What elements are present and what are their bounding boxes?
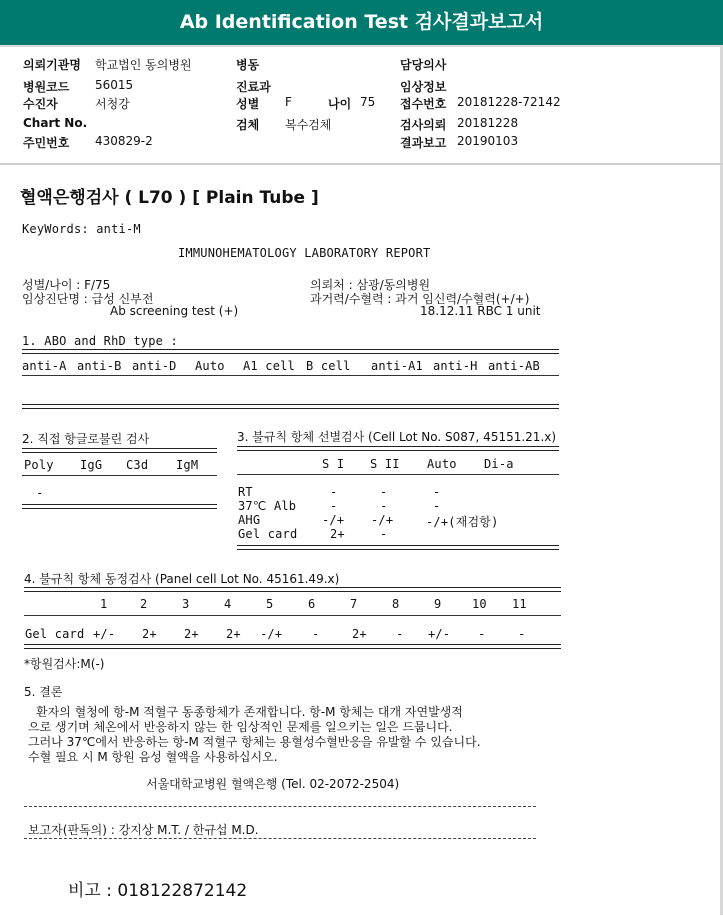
s3-col-dia: Di-a — [484, 457, 514, 471]
s3-row-rt-auto: - — [433, 485, 441, 499]
s4-col-10: 10 — [472, 597, 487, 611]
s1-col-anti-a1: anti-A1 — [371, 359, 423, 373]
s1-col-anti-h: anti-H — [433, 359, 478, 373]
history: 과거력/수혈력 : 과거 임신력/수혈력(+/+) — [310, 292, 530, 306]
section5-title: 5. 결론 — [24, 685, 63, 699]
report-title: IMMUNOHEMATOLOGY LABORATORY REPORT — [178, 246, 431, 260]
label-doctor: 담당의사 — [400, 58, 447, 72]
s3-row-ahg-s2: -/+ — [371, 513, 394, 527]
value-sex: F — [285, 95, 292, 109]
s4-val-3: 2+ — [184, 627, 199, 641]
section1-rule-mid — [22, 375, 559, 376]
keywords: KeyWords: anti-M — [22, 222, 141, 236]
conclusion-line-4: 수혈 필요 시 M 항원 음성 혈액을 사용하십시오. — [28, 750, 278, 764]
s3-col-auto: Auto — [427, 457, 457, 471]
s3-row-ahg-label: AHG — [238, 513, 261, 527]
s3-col-s2: S II — [370, 457, 400, 471]
s4-val-6: - — [312, 627, 320, 641]
doc-heading: 혈액은행검사 ( L70 ) [ Plain Tube ] — [20, 188, 319, 208]
s4-col-2: 2 — [140, 597, 148, 611]
s1-col-anti-a: anti-A — [22, 359, 67, 373]
s2-col-igm: IgM — [176, 458, 199, 472]
section4-rule-bottom — [24, 644, 561, 649]
section2-rule-mid — [22, 475, 217, 476]
label-patient: 수진자 — [23, 97, 58, 111]
value-hospital-code: 56015 — [95, 78, 134, 92]
header-divider — [0, 163, 723, 165]
s3-col-s1: S I — [322, 457, 345, 471]
s4-val-5: -/+ — [260, 627, 283, 641]
section1-title: 1. ABO and RhD type : — [22, 334, 178, 348]
s3-row-ahg-s1: -/+ — [322, 513, 345, 527]
s4-col-3: 3 — [182, 597, 190, 611]
s4-row-label: Gel card — [25, 627, 85, 641]
section2-title: 2. 직접 항글로불린 검사 — [22, 432, 150, 446]
s2-col-igg: IgG — [80, 458, 103, 472]
s4-col-1: 1 — [100, 597, 108, 611]
s3-row-alb-auto: - — [433, 499, 441, 513]
s4-col-5: 5 — [266, 597, 274, 611]
s1-col-anti-d: anti-D — [132, 359, 177, 373]
label-specimen: 검체 — [236, 118, 260, 132]
section3-rule-mid — [237, 474, 559, 475]
value-receipt-no: 20181228-72142 — [457, 95, 561, 109]
hospital-contact: 서울대학교병원 혈액은행 (Tel. 02-2072-2504) — [146, 777, 400, 791]
s1-col-a1-cell: A1 cell — [243, 359, 295, 373]
section3-rule-top — [237, 446, 559, 451]
value-specimen: 복수검체 — [285, 118, 332, 132]
label-hospital-code: 병원코드 — [23, 80, 70, 94]
value-institution: 학교법인 동의병원 — [95, 58, 192, 72]
label-receipt-no: 접수번호 — [400, 97, 447, 111]
s4-col-9: 9 — [434, 597, 442, 611]
conclusion-line-3: 그러나 37℃에서 반응하는 항-M 적혈구 항체는 용혈성수혈반응을 유발할 수 있습니다. — [28, 735, 481, 749]
s3-row-alb-s2: - — [380, 499, 388, 513]
section4-title: 4. 불규칙 항체 동정검사 (Panel cell Lot No. 45161.49.x) — [24, 572, 340, 586]
remarks: 비고 : 018122872142 — [68, 881, 248, 901]
label-request-date: 검사의뢰 — [400, 118, 447, 132]
s1-col-b-cell: B cell — [306, 359, 351, 373]
conclusion-line-2: 으로 생기며 체온에서 반응하지 않는 한 임상적인 문제를 일으키는 일은 드뭅니다. — [28, 720, 453, 734]
section3-rule-bottom — [237, 545, 559, 550]
value-age: 75 — [360, 95, 376, 109]
s4-val-2: 2+ — [142, 627, 157, 641]
label-chart-no: Chart No. — [23, 116, 88, 130]
s3-row-gel-s2: - — [380, 527, 388, 541]
page-title: Ab Identification Test 검사결과보고서 — [179, 11, 544, 33]
value-resident-no: 430829-2 — [95, 134, 153, 148]
value-report-date: 20190103 — [457, 134, 519, 148]
label-report-date: 결과보고 — [400, 136, 447, 150]
s3-row-ahg-auto: -/+(재검항) — [426, 515, 499, 529]
s4-col-7: 7 — [350, 597, 358, 611]
label-resident-no: 주민번호 — [23, 136, 70, 150]
reporter: 보고자(판독의) : 강지상 M.T. / 한규섭 M.D. — [28, 823, 259, 837]
s1-col-anti-ab: anti-AB — [488, 359, 540, 373]
s3-row-rt-s2: - — [380, 485, 388, 499]
s2-value: - — [36, 486, 44, 500]
conclusion-line-1: 환자의 혈청에 항-M 적혈구 동종항체가 존재합니다. 항-M 항체는 대개 자연발생적 — [36, 705, 463, 719]
sex-age: 성별/나이 : F/75 — [22, 278, 111, 292]
value-patient: 서청강 — [95, 97, 130, 111]
s3-row-alb-label: 37℃ Alb — [238, 499, 297, 513]
s2-col-c3d: C3d — [126, 458, 149, 472]
label-clinical-info: 임상정보 — [400, 80, 447, 94]
s4-val-7: 2+ — [352, 627, 367, 641]
label-ward: 병동 — [236, 58, 260, 72]
s4-val-4: 2+ — [226, 627, 241, 641]
label-sex: 성별 — [236, 97, 260, 111]
section2-rule-bottom — [22, 504, 217, 509]
s3-row-gel-s1: 2+ — [330, 527, 345, 541]
s3-row-gel-label: Gel card — [238, 527, 298, 541]
s4-col-11: 11 — [512, 597, 527, 611]
antigen-test: *항원검사:M(-) — [24, 657, 105, 671]
value-request-date: 20181228 — [457, 116, 519, 130]
s3-row-rt-s1: - — [330, 485, 338, 499]
section4-rule-top — [24, 587, 561, 592]
reporter-rule-top — [24, 806, 536, 807]
s4-col-6: 6 — [308, 597, 316, 611]
section4-rule-mid — [24, 615, 561, 616]
s4-val-9: +/- — [428, 627, 451, 641]
s4-col-4: 4 — [224, 597, 232, 611]
history-detail: 18.12.11 RBC 1 unit — [420, 304, 541, 318]
section1-rule-bottom — [22, 404, 559, 409]
section3-title: 3. 불규칙 항체 선별검사 (Cell Lot No. S087, 45151.21.x) — [237, 430, 557, 444]
s2-col-poly: Poly — [24, 458, 54, 472]
section1-rule-top — [22, 349, 559, 354]
s3-row-alb-s1: - — [330, 499, 338, 513]
screen-test: Ab screening test (+) — [110, 304, 239, 318]
s3-row-rt-label: RT — [238, 485, 253, 499]
diagnosis: 임상진단명 : 급성 신부전 — [22, 292, 154, 306]
s4-val-1: +/- — [93, 627, 116, 641]
label-institution: 의뢰기관명 — [23, 58, 81, 72]
s4-col-8: 8 — [392, 597, 400, 611]
label-department: 진료과 — [236, 80, 271, 94]
s1-col-anti-b: anti-B — [77, 359, 122, 373]
s1-col-auto: Auto — [195, 359, 225, 373]
reporter-rule-bottom — [24, 838, 536, 839]
referral: 의뢰처 : 삼광/동의병원 — [310, 278, 431, 292]
section2-rule-top — [22, 448, 217, 453]
label-age: 나이 — [328, 97, 352, 111]
s4-val-8: - — [396, 627, 404, 641]
s4-val-10: - — [478, 627, 486, 641]
s4-val-11: - — [518, 627, 526, 641]
